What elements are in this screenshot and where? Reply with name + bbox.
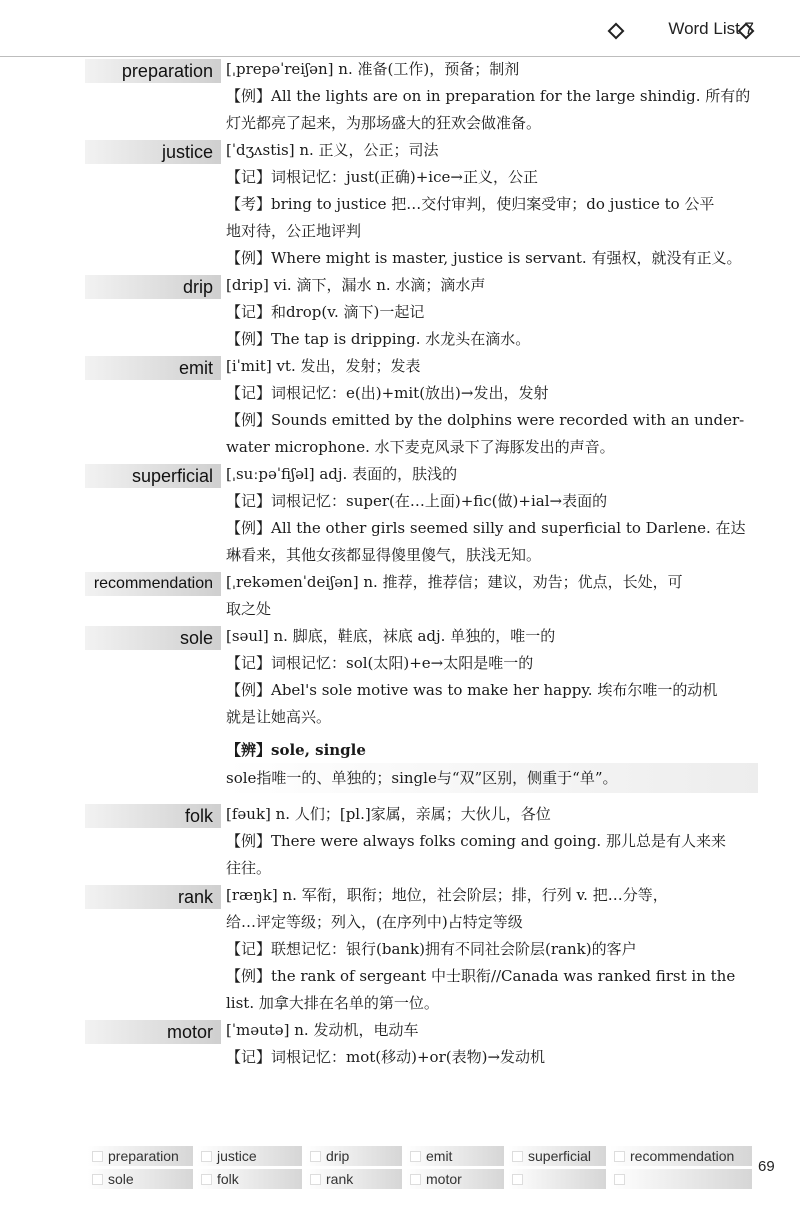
distinction-heading: 【辨】sole, single [226, 741, 366, 759]
headword: justice [161, 142, 213, 162]
entry-line: [ˌrekəmenˈdeiʃən] n. 推荐，推荐信；建议，劝告；优点，长处，可 [226, 573, 683, 591]
entry-line: 就是让她高兴。 [226, 708, 332, 726]
entry-line: [fəuk] n. 人们；[pl.]家属，亲属；大伙儿，各位 [226, 805, 551, 823]
entry-emit [0, 353, 800, 461]
entry-list [0, 56, 800, 1071]
review-word: folk [217, 1171, 239, 1187]
headword: superficial [131, 466, 213, 486]
review-cell [306, 1169, 402, 1189]
entry-preparation [0, 56, 800, 137]
entry-line: [drip] vi. 滴下，漏水 n. 水滴；滴水声 [226, 276, 486, 294]
entry-line: 地对待，公正地评判 [226, 222, 362, 240]
distinction-body: sole指唯一的、单独的；single与“双”区别，侧重于“单”。 [226, 763, 758, 793]
entry-line: 灯光都亮了起来，为那场盛大的狂欢会做准备。 [226, 114, 542, 132]
entry-rank [0, 882, 800, 1017]
review-word: motor [426, 1171, 462, 1187]
entry-line: 给…评定等级；列入，(在序列中)占特定等级 [226, 913, 523, 931]
checkbox-square-icon [201, 1151, 212, 1162]
entry-line: 【记】词根记忆：sol(太阳)+e→太阳是唯一的 [226, 654, 534, 672]
entry-line: 【考】bring to justice 把…交付审判，使归案受审；do justice to 公平 [226, 195, 715, 213]
entry-line: [ˈməutə] n. 发动机，电动车 [226, 1021, 419, 1039]
entry-justice [0, 137, 800, 272]
review-cell [88, 1146, 193, 1166]
header-title: Word List 7 [668, 19, 754, 38]
review-word: superficial [528, 1148, 592, 1164]
headword: sole [179, 628, 213, 648]
review-cell [197, 1169, 302, 1189]
word-review-grid [88, 1143, 752, 1191]
entry-line: water microphone. 水下麦克风录下了海豚发出的声音。 [226, 438, 615, 456]
review-word: drip [326, 1148, 350, 1164]
review-cell-empty [508, 1169, 606, 1189]
page-number: 69 [758, 1158, 775, 1175]
review-cell-empty [610, 1169, 752, 1189]
entry-line: 往往。 [226, 859, 272, 877]
entry-superficial [0, 461, 800, 569]
review-cell [406, 1146, 504, 1166]
review-cell [610, 1146, 752, 1166]
entry-line: [ˈdʒʌstis] n. 正义，公正；司法 [226, 141, 439, 159]
entry-line: [ˌsuːpəˈfiʃəl] adj. 表面的，肤浅的 [226, 465, 458, 483]
headword: rank [177, 887, 213, 907]
diamond-icon [608, 23, 625, 40]
entry-line: 【例】Where might is master, justice is servant. 有强权，就没有正义。 [226, 249, 742, 267]
entry-line: [ˌprepəˈreiʃən] n. 准备(工作)，预备；制剂 [226, 60, 520, 78]
page-header [0, 14, 800, 50]
entry-line: 【例】The tap is dripping. 水龙头在滴水。 [226, 330, 531, 348]
entry-folk [0, 801, 800, 882]
entry-line: 【例】All the other girls seemed silly and superficial to Darlene. 在达 [226, 519, 746, 537]
entry-line: 【例】All the lights are on in preparation for the large shindig. 所有的 [226, 87, 751, 105]
checkbox-square-icon [92, 1174, 103, 1185]
entry-line: 取之处 [226, 600, 272, 618]
review-cell [88, 1169, 193, 1189]
entry-line: 【记】词根记忆：super(在…上面)+fic(做)+ial→表面的 [226, 492, 608, 510]
checkbox-square-icon [512, 1174, 523, 1185]
entry-line: 【例】Sounds emitted by the dolphins were recorded with an under- [226, 411, 745, 429]
entry-line: [ræŋk] n. 军衔，职衔；地位，社会阶层；排，行列 v. 把…分等， [226, 886, 668, 904]
headword: motor [166, 1022, 213, 1042]
checkbox-square-icon [614, 1174, 625, 1185]
headword: preparation [121, 61, 213, 81]
checkbox-square-icon [410, 1174, 421, 1185]
entry-line: 【记】词根记忆：mot(移动)+or(表物)→发动机 [226, 1048, 546, 1066]
entry-line: [iˈmit] vt. 发出，发射；发表 [226, 357, 421, 375]
entry-line: 【例】Abel's sole motive was to make her happy. 埃布尔唯一的动机 [226, 681, 718, 699]
entry-line: 【记】词根记忆：e(出)+mit(放出)→发出，发射 [226, 384, 549, 402]
distinction-box [226, 737, 758, 793]
review-cell [306, 1146, 402, 1166]
entry-recommendation [0, 569, 800, 623]
checkbox-square-icon [310, 1174, 321, 1185]
entry-line: 【记】和drop(v. 滴下)一起记 [226, 303, 425, 321]
entry-line: [səul] n. 脚底，鞋底，袜底 adj. 单独的，唯一的 [226, 627, 556, 645]
entry-drip [0, 272, 800, 353]
entry-line: 【例】There were always folks coming and going. 那儿总是有人来来 [226, 832, 726, 850]
review-cell [508, 1146, 606, 1166]
checkbox-square-icon [614, 1151, 625, 1162]
review-cell [406, 1169, 504, 1189]
review-word: justice [217, 1148, 257, 1164]
review-word: recommendation [630, 1148, 735, 1164]
review-cell [197, 1146, 302, 1166]
checkbox-square-icon [201, 1174, 212, 1185]
review-word: sole [108, 1171, 134, 1187]
entry-line: 【记】联想记忆：银行(bank)拥有不同社会阶层(rank)的客户 [226, 940, 637, 958]
checkbox-square-icon [410, 1151, 421, 1162]
entry-line: list. 加拿大排在名单的第一位。 [226, 994, 439, 1012]
entry-motor [0, 1017, 800, 1071]
review-word: rank [326, 1171, 354, 1187]
checkbox-square-icon [310, 1151, 321, 1162]
headword: folk [184, 806, 213, 826]
entry-line: 琳看来，其他女孩都显得傻里傻气，肤浅无知。 [226, 546, 542, 564]
headword: recommendation [93, 575, 213, 592]
review-word: emit [426, 1148, 453, 1164]
headword: drip [182, 277, 213, 297]
entry-sole [0, 623, 800, 793]
checkbox-square-icon [512, 1151, 523, 1162]
entry-line: 【记】词根记忆：just(正确)+ice→正义，公正 [226, 168, 538, 186]
checkbox-square-icon [92, 1151, 103, 1162]
entry-line: 【例】the rank of sergeant 中士职衔//Canada was ranked first in the [226, 967, 736, 985]
review-word: preparation [108, 1148, 179, 1164]
headword: emit [178, 358, 213, 378]
